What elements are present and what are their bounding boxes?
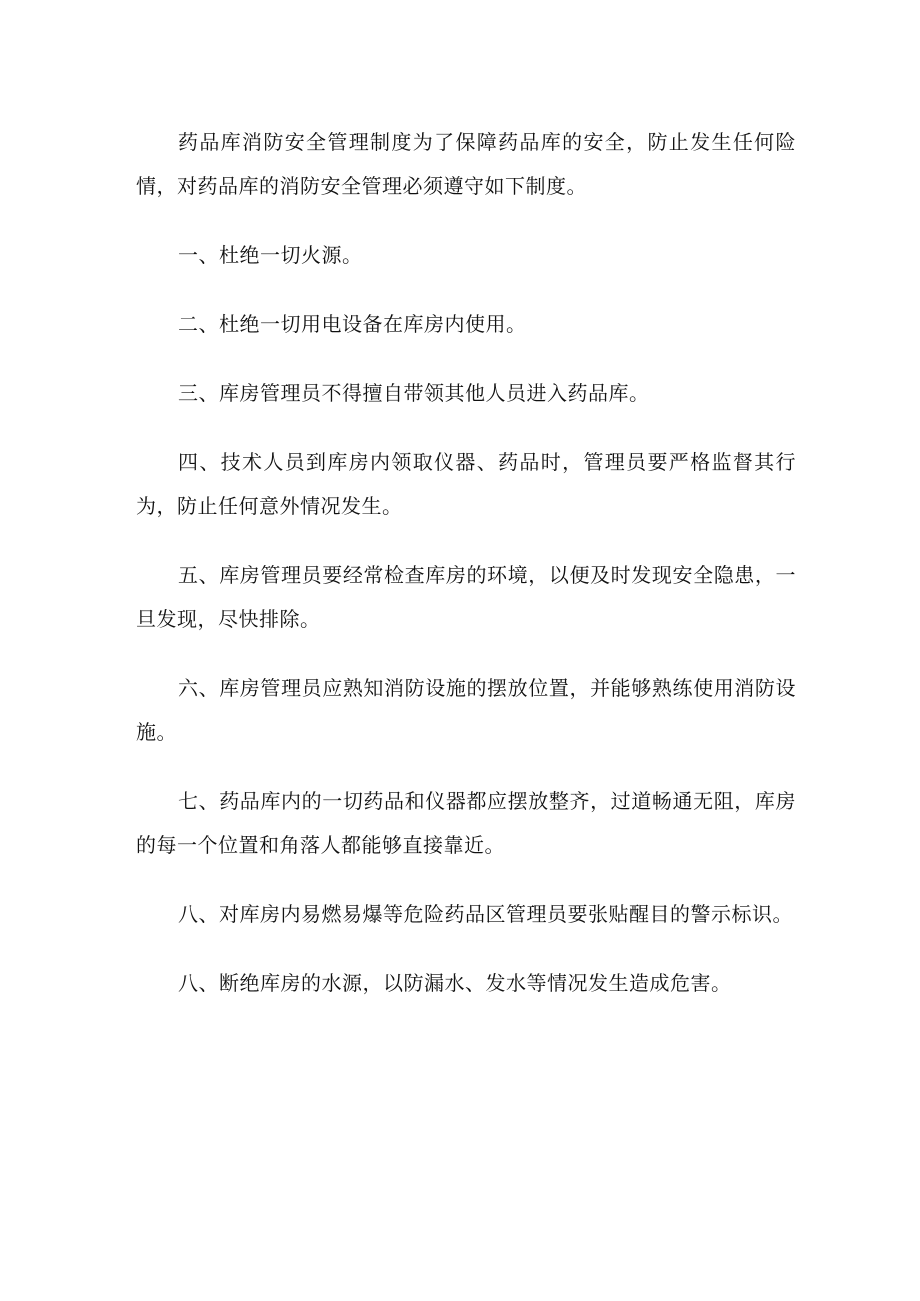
rule-4-paragraph: 四、技术人员到库房内领取仪器、药品时，管理员要严格监督其行为，防止任何意外情况发生。 <box>136 450 796 518</box>
intro-paragraph: 药品库消防安全管理制度为了保障药品库的安全，防止发生任何险情，对药品库的消防安全管理必须遵守如下制度。 <box>136 130 796 198</box>
rule-1-paragraph: 一、杜绝一切火源。 <box>178 243 363 267</box>
rule-8-paragraph: 八、对库房内易燃易爆等危险药品区管理员要张贴醒目的警示标识。 <box>178 902 793 926</box>
rule-2-paragraph: 二、杜绝一切用电设备在库房内使用。 <box>178 312 527 336</box>
rule-7-paragraph: 七、药品库内的一切药品和仪器都应摆放整齐，过道畅通无阻，库房的每一个位置和角落人都能够直接靠近。 <box>136 789 796 857</box>
rule-6-paragraph: 六、库房管理员应熟知消防设施的摆放位置，并能够熟练使用消防设施。 <box>136 676 796 744</box>
rule-5-paragraph: 五、库房管理员要经常检查库房的环境，以便及时发现安全隐患，一旦发现，尽快排除。 <box>136 563 796 631</box>
rule-3-paragraph: 三、库房管理员不得擅自带领其他人员进入药品库。 <box>178 381 650 405</box>
rule-9-paragraph: 八、断绝库房的水源，以防漏水、发水等情况发生造成危害。 <box>178 971 732 995</box>
document-body <box>136 120 796 1030</box>
